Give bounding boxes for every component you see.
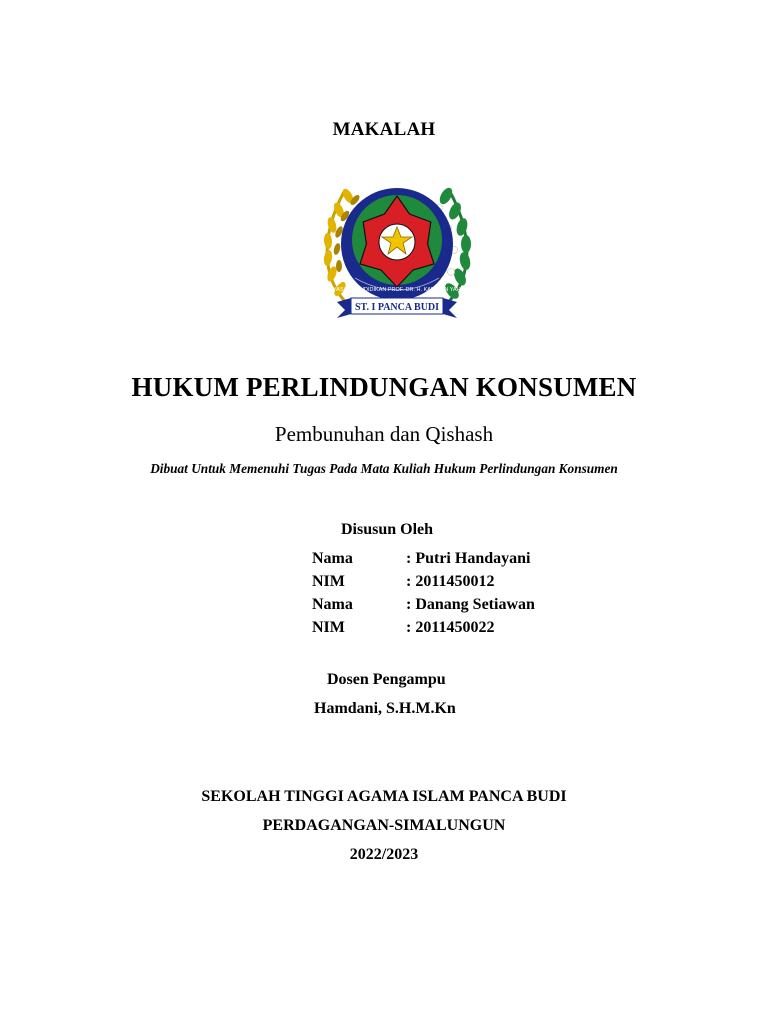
author-label: NIM (312, 573, 345, 590)
institution-location: PERDAGANGAN-SIMALUNGUN (262, 817, 506, 834)
author-value: : 2011450022 (406, 619, 495, 636)
document-type: MAKALAH (332, 119, 436, 140)
logo-ribbon-text: ST. I PANCA BUDI (354, 302, 440, 313)
academic-year: 2022/2023 (349, 846, 419, 863)
author-label: NIM (312, 619, 345, 636)
paper-subtitle: Pembunuhan dan Qishash (274, 422, 494, 446)
logo-ring-text: YAYASAN PENDIDIKAN PROF. DR. H. KADIRUN YAHYA (326, 287, 468, 293)
author-value: : Danang Setiawan (406, 596, 535, 613)
lecturer-heading: Dosen Pengampu (327, 671, 446, 688)
author-label: Nama (312, 596, 353, 613)
author-label: Nama (312, 550, 353, 567)
institution-name: SEKOLAH TINGGI AGAMA ISLAM PANCA BUDI (201, 788, 567, 805)
author-value: : 2011450012 (406, 573, 495, 590)
campus-logo (315, 170, 479, 330)
author-value: : Putri Handayani (406, 550, 531, 567)
compiled-by-heading: Disusun Oleh (341, 521, 434, 538)
lecturer-name: Hamdani, S.H.M.Kn (314, 700, 456, 717)
paper-title: HUKUM PERLINDUNGAN KONSUMEN (131, 372, 637, 402)
assignment-purpose: Dibuat Untuk Memenuhi Tugas Pada Mata Kuliah Hukum Perlindungan Konsumen (150, 461, 618, 476)
